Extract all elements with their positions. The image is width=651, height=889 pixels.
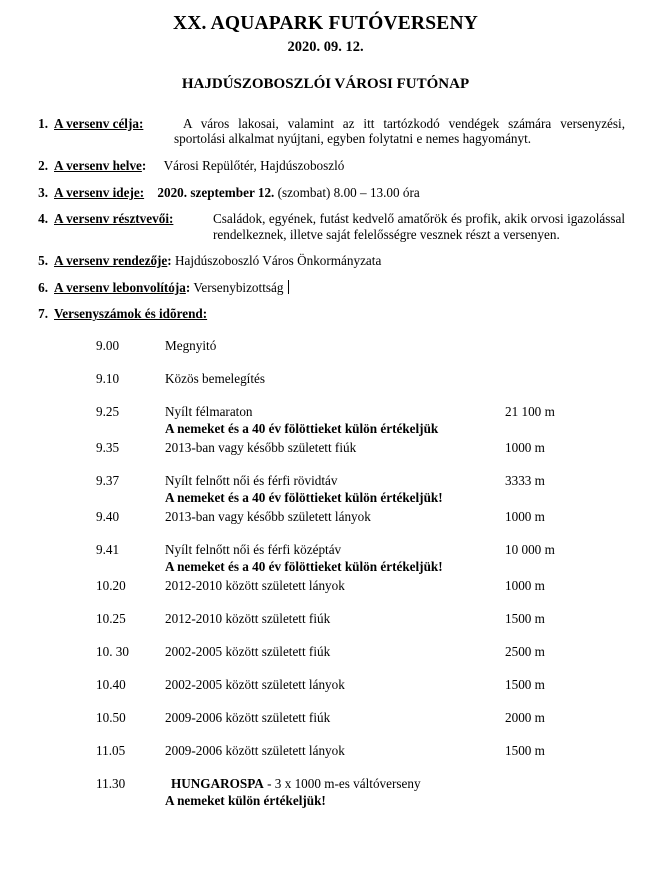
schedule-description-sponsor: HUNGAROSPA	[171, 776, 264, 791]
item-label-wrap	[54, 116, 174, 132]
item-text: Városi Repülőtér, Hajdúszoboszló	[163, 157, 345, 173]
list-item-venue	[26, 158, 625, 174]
item-number: 6.	[38, 279, 48, 295]
item-number: 2.	[38, 157, 48, 173]
schedule-time: 10. 30	[96, 644, 129, 659]
item-text: (szombat) 8.00 – 13.00 óra	[274, 184, 420, 200]
schedule-time: 9.35	[96, 440, 120, 455]
schedule-row	[26, 509, 625, 527]
schedule-time: 11.30	[96, 776, 126, 791]
item-number: 3.	[38, 184, 48, 200]
schedule-time: 9.37	[96, 473, 120, 488]
item-label: A versenv helve	[54, 157, 142, 173]
schedule-distance: 3333 m	[505, 473, 545, 488]
schedule-row	[26, 611, 625, 629]
item-label-wrap	[54, 211, 213, 227]
document-subtitle: HAJDÚSZOBOSZLÓI VÁROSI FUTÓNAP	[181, 76, 470, 93]
schedule-description: Közös bemelegítés	[165, 371, 265, 386]
schedule-row	[26, 644, 625, 662]
schedule-distance: 1500 m	[505, 611, 545, 626]
item-label: A versenv résztvevői:	[54, 211, 174, 227]
schedule-row	[26, 440, 625, 458]
schedule-row	[26, 776, 625, 808]
schedule-description: 2009-2006 között született lányok	[165, 743, 345, 758]
schedule-description: 2012-2010 között született fiúk	[165, 611, 331, 626]
list-item-organizer	[26, 253, 625, 269]
schedule-time: 10.20	[96, 578, 126, 593]
schedule-distance: 1500 m	[505, 743, 545, 758]
schedule-row	[26, 710, 625, 728]
item-value-bold: 2020. szeptember 12.	[157, 184, 275, 200]
schedule-description: Nyílt félmaraton	[165, 404, 253, 419]
document-date: 2020. 09. 12.	[287, 39, 364, 55]
item-label: Versenyszámok és idõrend:	[54, 306, 208, 322]
schedule-row	[26, 338, 625, 356]
schedule-time: 9.40	[96, 509, 120, 524]
item-number: 5.	[38, 253, 48, 269]
schedule-row	[26, 578, 625, 596]
schedule-description: 2009-2006 között született fiúk	[165, 710, 331, 725]
item-label-colon: :	[141, 157, 147, 173]
schedule-description: 2013-ban vagy később született fiúk	[165, 440, 357, 455]
schedule-time: 10.50	[96, 710, 126, 725]
schedule-row	[26, 677, 625, 695]
item-text: Hajdúszoboszló Város Önkormányzata	[175, 253, 382, 269]
item-number: 4.	[38, 211, 48, 227]
schedule-description: 2012-2010 között született lányok	[165, 578, 345, 593]
schedule-description-rest: - 3 x 1000 m-es váltóverseny	[263, 776, 421, 791]
item-label: A versenv ideje:	[54, 184, 145, 200]
item-text: A város lakosai, valamint az itt tartózkodó vendégek számára versenyzési, sportolási alkalmat nyújtani, egyben folytatni e nemes hagyományt.	[174, 115, 625, 147]
item-label: A versenv rendezője	[54, 253, 168, 269]
item-label-colon: :	[167, 253, 172, 269]
schedule-time: 11.05	[96, 743, 126, 758]
schedule-distance: 1000 m	[505, 440, 545, 455]
schedule-description: Nyílt felnőtt női és férfi rövidtáv	[165, 473, 338, 488]
schedule-description	[165, 776, 421, 792]
schedule-note: A nemeket és a 40 év fölöttieket külön értékeljük	[165, 421, 439, 436]
schedule-description: 2013-ban vagy később született lányok	[165, 509, 371, 524]
schedule-row	[26, 371, 625, 389]
schedule-time: 9.41	[96, 542, 120, 557]
item-number: 7.	[38, 306, 48, 322]
schedule-description: 2002-2005 között született lányok	[165, 677, 345, 692]
schedule-row	[26, 473, 625, 505]
schedule-time: 9.25	[96, 404, 120, 419]
schedule-description: Megnyitó	[165, 338, 217, 353]
item-number: 1.	[38, 115, 48, 131]
schedule-distance: 10 000 m	[505, 542, 555, 557]
schedule-note: A nemeket és a 40 év fölöttieket külön értékeljük!	[165, 559, 443, 574]
schedule-note: A nemeket és a 40 év fölöttieket külön értékeljük!	[165, 490, 443, 505]
schedule-list	[26, 338, 625, 808]
schedule-distance: 2500 m	[505, 644, 545, 659]
schedule-time: 9.00	[96, 338, 120, 353]
list-item-date-time	[26, 185, 625, 201]
schedule-time: 10.40	[96, 677, 126, 692]
list-item-events-heading	[26, 306, 625, 322]
item-text: Versenybizottság	[193, 279, 284, 295]
item-label-colon: :	[185, 279, 191, 295]
text-cursor-caret	[288, 280, 289, 294]
schedule-row	[26, 404, 625, 436]
schedule-time: 9.10	[96, 371, 120, 386]
document-title: XX. AQUAPARK FUTÓVERSENY	[172, 13, 479, 34]
schedule-row	[26, 743, 625, 761]
numbered-item-list	[26, 116, 625, 322]
list-item-participants	[26, 211, 625, 242]
schedule-time: 10.25	[96, 611, 126, 626]
list-item-conductor	[26, 280, 625, 296]
schedule-distance: 1000 m	[505, 509, 545, 524]
schedule-note: A nemeket külön értékeljük!	[165, 793, 326, 808]
schedule-distance: 1000 m	[505, 578, 545, 593]
schedule-distance: 21 100 m	[505, 404, 555, 419]
list-item-purpose	[26, 116, 625, 147]
schedule-description: Nyílt felnőtt női és férfi középtáv	[165, 542, 342, 557]
item-text: Családok, egyének, futást kedvelő amatőrök és profik, akik orvosi igazolással rendelkeznek, illetve saját felelősségre vesznek részt a versenyen.	[213, 211, 625, 242]
schedule-distance: 2000 m	[505, 710, 545, 725]
item-label: A versenv lebonvolítója	[54, 279, 186, 295]
schedule-description: 2002-2005 között született fiúk	[165, 644, 331, 659]
schedule-distance: 1500 m	[505, 677, 545, 692]
schedule-row	[26, 542, 625, 574]
item-label: A versenv célja:	[54, 115, 144, 131]
